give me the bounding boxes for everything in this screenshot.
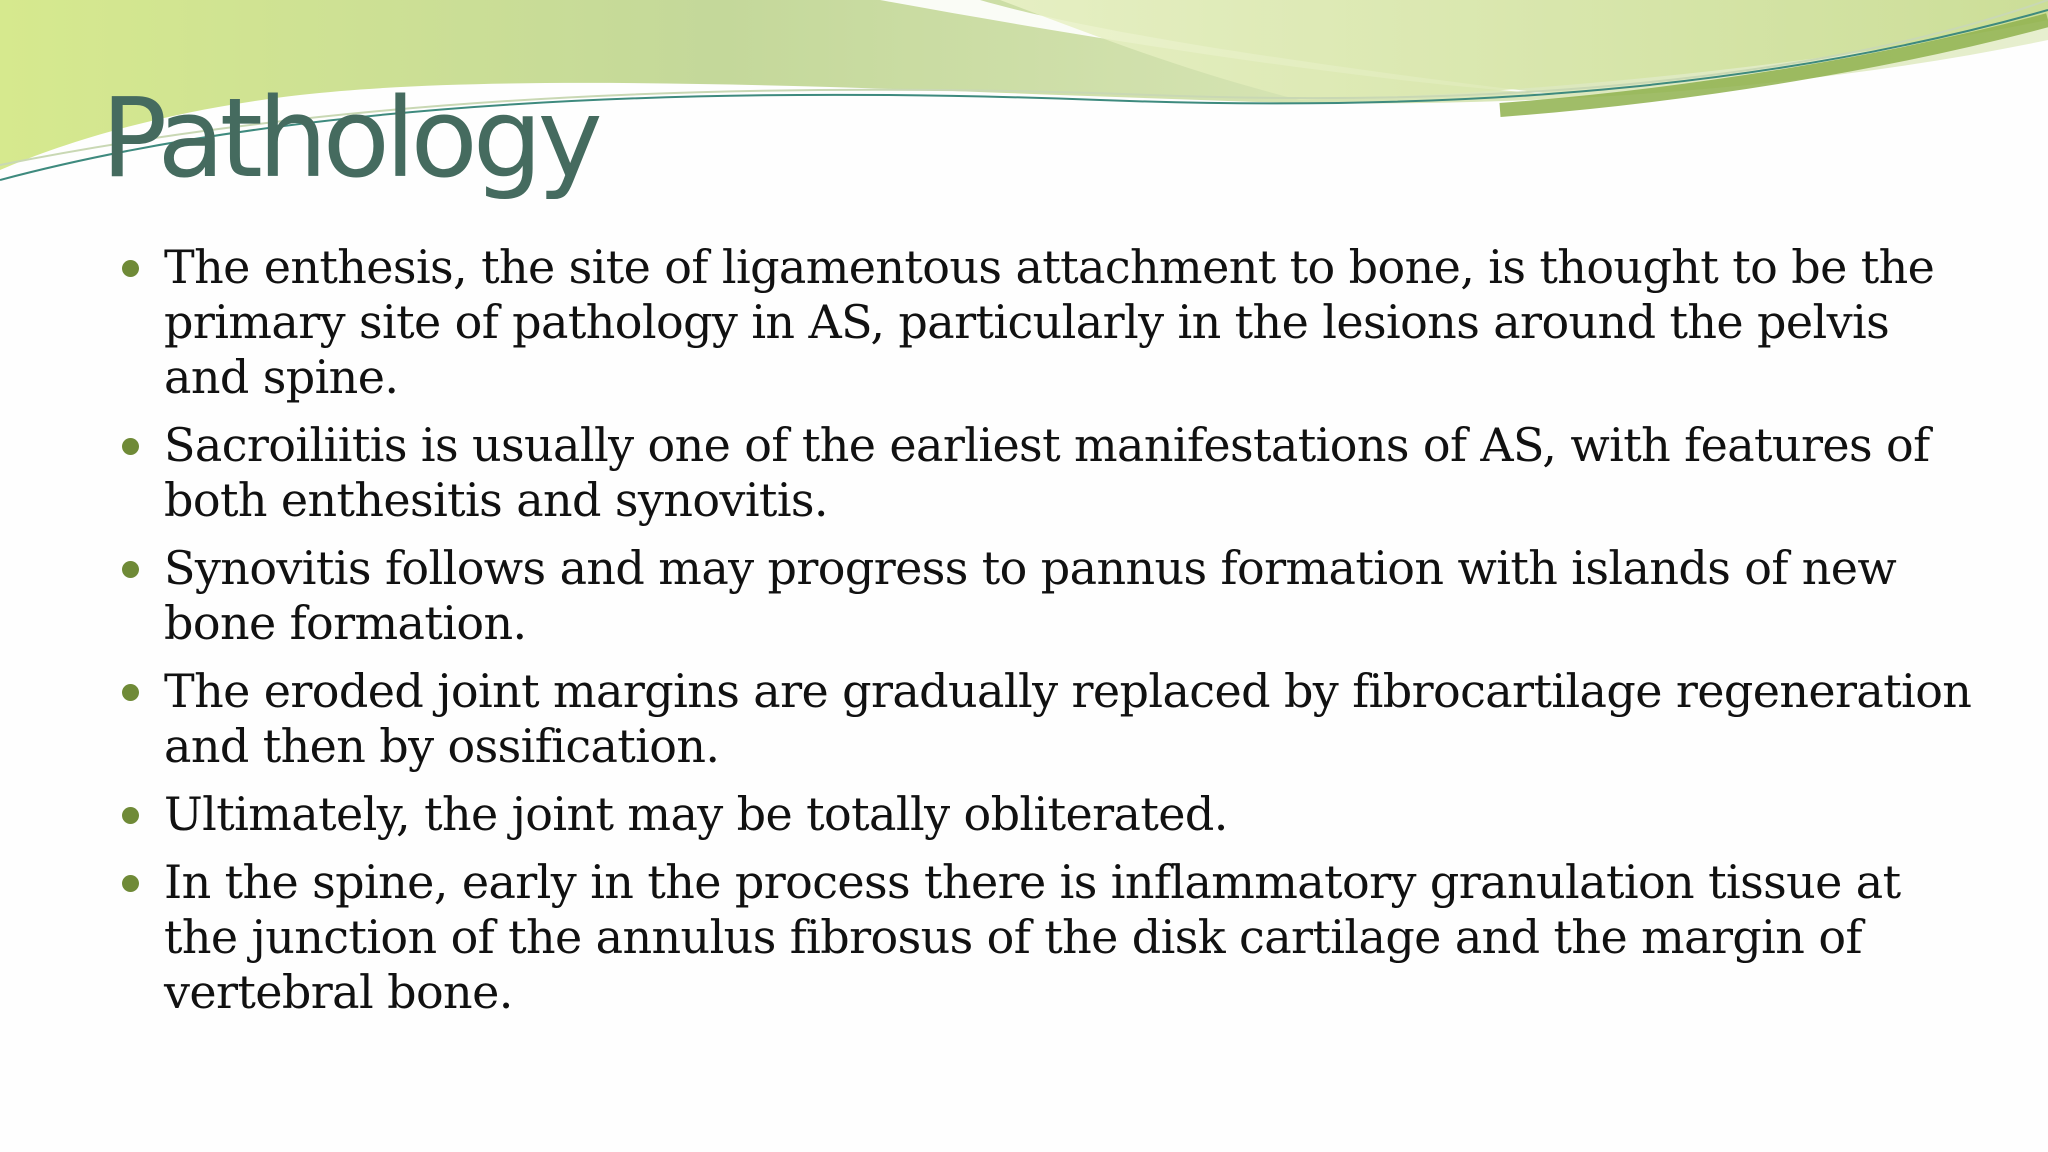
bullet-text: Sacroiliitis is usually one of the earliest manifestations of AS, with features of both enthesitis and synovitis. <box>164 418 1930 527</box>
bullet-text: The enthesis, the site of ligamentous attachment to bone, is thought to be the primary site of pathology in AS, particularly in the lesions around the pelvis and spine. <box>164 240 1935 404</box>
bullet-list <box>120 240 1980 1033</box>
bullet-item <box>120 664 1980 774</box>
bullet-dot-icon <box>122 561 139 578</box>
bullet-text: The eroded joint margins are gradually replaced by fibrocartilage regeneration and then by ossification. <box>164 664 1972 773</box>
bullet-dot-icon <box>122 260 139 277</box>
bullet-dot-icon <box>122 875 139 892</box>
slide-title: Pathology <box>101 74 598 202</box>
bullet-dot-icon <box>122 438 139 455</box>
bullet-dot-icon <box>122 807 139 824</box>
bullet-text: Synovitis follows and may progress to pannus formation with islands of new bone formation. <box>164 541 1897 650</box>
bullet-item <box>120 541 1980 651</box>
bullet-text: Ultimately, the joint may be totally obliterated. <box>164 787 1228 841</box>
bullet-text: In the spine, early in the process there is inflammatory granulation tissue at the junction of the annulus fibrosus of the disk cartilage and the margin of vertebral bone. <box>164 855 1901 1019</box>
bullet-item <box>120 787 1980 842</box>
bullet-dot-icon <box>122 684 139 701</box>
bullet-item <box>120 418 1980 528</box>
bullet-item <box>120 240 1980 405</box>
bullet-item <box>120 855 1980 1020</box>
